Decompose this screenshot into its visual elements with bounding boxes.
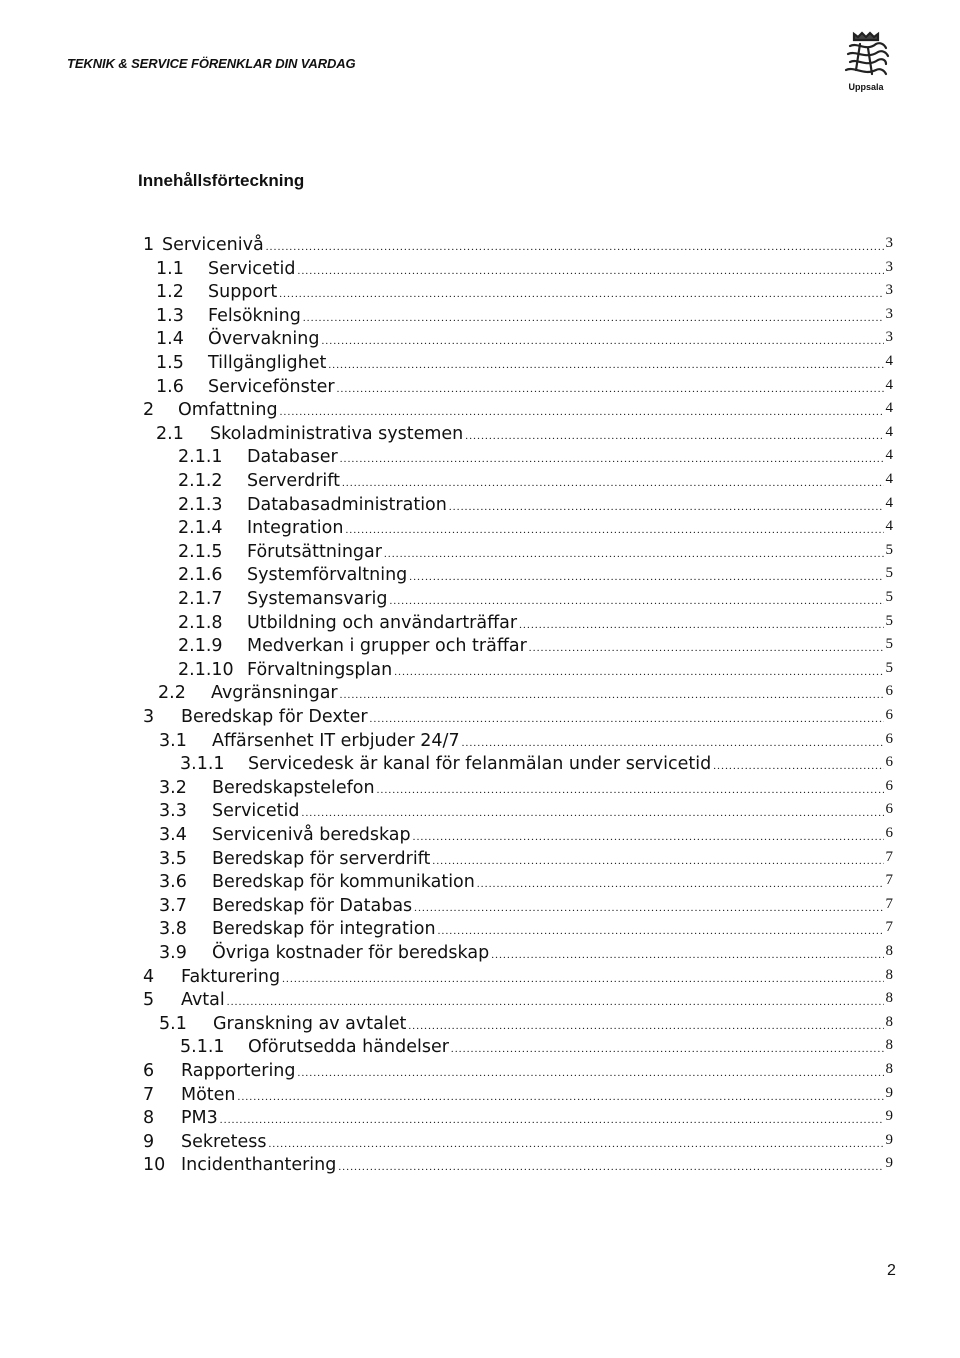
toc-entry[interactable] [156, 329, 893, 353]
toc-entry-label: Felsökning [208, 305, 301, 326]
toc-entry-page: 7 [885, 848, 893, 865]
toc-entry[interactable] [178, 542, 893, 566]
toc-dot-leader [268, 1138, 883, 1150]
toc-entry-page: 5 [885, 589, 893, 605]
toc-entry[interactable] [159, 778, 893, 802]
toc-dot-leader [298, 1067, 884, 1079]
toc-entry-page: 6 [885, 754, 893, 771]
toc-entry-page: 3 [885, 305, 893, 322]
toc-dot-leader [413, 831, 884, 843]
toc-entry-number: 2 [143, 400, 155, 421]
toc-entry-page: 4 [885, 353, 893, 369]
toc-entry-label: Support [208, 282, 278, 303]
toc-entry-page: 7 [885, 919, 893, 936]
toc-dot-leader [279, 288, 883, 300]
toc-entry-number: 3.8 [159, 919, 187, 940]
toc-entry-number: 3.3 [159, 801, 187, 822]
toc-entry-number: 5.1.1 [180, 1037, 225, 1058]
toc-entry[interactable] [178, 613, 893, 637]
toc-dot-leader [414, 902, 883, 914]
toc-title: Innehållsförteckning [138, 171, 305, 190]
toc-entry-label: Databaser [247, 447, 338, 468]
toc-entry-page: 4 [885, 471, 893, 487]
toc-entry-number: 1.1 [156, 258, 184, 279]
toc-entry[interactable] [143, 400, 893, 424]
toc-entry[interactable] [143, 1132, 893, 1156]
toc-entry[interactable] [178, 565, 893, 589]
toc-entry-label: Granskning av avtalet [213, 1013, 407, 1034]
toc-entry-number: 3.6 [159, 872, 187, 893]
toc-entry-page: 8 [885, 1037, 893, 1054]
toc-entry[interactable] [180, 1037, 893, 1061]
toc-dot-leader [342, 477, 884, 489]
toc-entry-number: 2.1.10 [178, 659, 234, 680]
toc-entry-label: Övervakning [208, 329, 320, 350]
toc-entry-number: 8 [143, 1108, 155, 1129]
toc-entry-label: Beredskap för Dexter [181, 707, 368, 727]
toc-entry-label: Serverdrift [247, 471, 340, 491]
toc-entry-label: Servicenivå [162, 235, 264, 255]
toc-entry[interactable] [178, 589, 893, 613]
toc-entry-label: Servicenivå beredskap [212, 825, 411, 845]
toc-entry-page: 6 [885, 801, 893, 818]
toc-entry-page: 9 [885, 1155, 893, 1172]
toc-entry[interactable] [143, 967, 893, 991]
toc-entry-number: 3.5 [159, 848, 187, 869]
toc-entry-page: 4 [885, 447, 893, 464]
toc-entry-label: Beredskap för kommunikation [212, 872, 475, 893]
toc-entry-label: Övriga kostnader för beredskap [212, 943, 490, 963]
toc-entry-number: 1.6 [156, 376, 184, 397]
toc-entry-number: 2.2 [158, 683, 186, 704]
toc-entry[interactable] [156, 306, 893, 330]
toc-entry[interactable] [178, 471, 893, 495]
toc-entry-page: 4 [885, 518, 893, 535]
toc-entry-page: 5 [885, 659, 893, 676]
toc-dot-leader [408, 1020, 883, 1032]
toc-dot-leader [227, 996, 884, 1008]
toc-entry-number: 4 [143, 966, 155, 987]
toc-entry-number: 3 [143, 707, 155, 727]
toc-entry[interactable] [178, 660, 893, 684]
toc-entry-label: Oförutsedda händelser [248, 1037, 449, 1058]
toc-dot-leader [298, 265, 884, 277]
uppsala-crest-icon [836, 30, 896, 96]
toc-entry-number: 2.1.2 [178, 471, 223, 491]
toc-entry-label: Medverkan i grupper och träffar [247, 636, 527, 657]
toc-entry[interactable] [143, 1108, 893, 1132]
toc-entry-page: 4 [885, 423, 893, 440]
toc-dot-leader [713, 760, 883, 772]
toc-entry[interactable] [159, 731, 893, 755]
toc-entry-number: 1.4 [156, 329, 184, 350]
toc-dot-leader [394, 666, 883, 678]
toc-entry-page: 3 [885, 258, 893, 275]
toc-entry-number: 2.1.8 [178, 612, 223, 633]
toc-entry-number: 2.1 [156, 423, 184, 444]
toc-entry-label: Servicefönster [208, 376, 335, 397]
toc-dot-leader [303, 312, 884, 324]
toc-entry[interactable] [159, 849, 893, 873]
toc-entry[interactable] [156, 377, 893, 401]
toc-entry[interactable] [178, 495, 893, 519]
toc-entry[interactable] [178, 518, 893, 542]
toc-dot-leader [302, 807, 884, 819]
toc-dot-leader [389, 595, 883, 607]
toc-entry-page: 4 [885, 400, 893, 417]
toc-entry-label: Affärsenhet IT erbjuder 24/7 [212, 730, 460, 751]
toc-entry-page: 9 [885, 1108, 893, 1125]
toc-entry-number: 1.2 [156, 282, 184, 303]
toc-dot-leader [266, 241, 884, 253]
toc-entry-label: Skoladministrativa systemen [210, 423, 464, 444]
toc-entry-page: 8 [885, 966, 893, 983]
toc-entry[interactable] [143, 1085, 893, 1109]
toc-entry-label: Tillgänglighet [208, 353, 327, 373]
toc-entry-page: 7 [885, 872, 893, 889]
toc-entry-label: Beredskap för serverdrift [212, 848, 431, 869]
toc-entry-page: 5 [885, 541, 893, 558]
toc-entry-label: Avgränsningar [211, 683, 338, 704]
toc-dot-leader [384, 548, 884, 560]
toc-entry-page: 6 [885, 683, 893, 700]
toc-entry-number: 2.1.7 [178, 589, 223, 609]
toc-entry[interactable] [159, 919, 893, 943]
toc-dot-leader [282, 973, 883, 985]
toc-entry[interactable] [159, 896, 893, 920]
toc-entry-label: Beredskapstelefon [212, 777, 375, 798]
toc-dot-leader [345, 524, 883, 536]
logo-wordmark: Uppsala [848, 82, 884, 92]
toc-entry[interactable] [143, 235, 893, 259]
toc-entry-page: 7 [885, 895, 893, 912]
toc-entry[interactable] [180, 754, 893, 778]
toc-entry[interactable] [178, 636, 893, 660]
toc-dot-leader [340, 689, 884, 701]
toc-entry-page: 4 [885, 494, 893, 511]
toc-entry-number: 3.7 [159, 895, 187, 916]
toc-dot-leader [238, 1091, 884, 1103]
toc-entry-number: 7 [143, 1084, 155, 1105]
toc-entry-number: 2.1.5 [178, 541, 223, 562]
toc-dot-leader [338, 1161, 883, 1173]
toc-entry-label: Rapportering [181, 1061, 296, 1081]
toc-entry[interactable] [156, 282, 893, 306]
toc-entry-label: Databasadministration [247, 494, 447, 515]
toc-dot-leader [328, 359, 883, 371]
toc-dot-leader [280, 406, 884, 418]
toc-entry-number: 2.1.9 [178, 636, 223, 657]
toc-dot-leader [477, 878, 884, 890]
toc-entry[interactable] [159, 825, 893, 849]
toc-entry-number: 1 [143, 235, 155, 255]
toc-entry-label: Fakturering [181, 966, 281, 987]
toc-entry-number: 2.1.3 [178, 494, 223, 515]
toc-dot-leader [340, 453, 884, 465]
toc-entry-page: 8 [885, 990, 893, 1007]
toc-entry-label: Servicedesk är kanal för felanmälan under servicetid [248, 754, 712, 775]
toc-entry[interactable] [156, 424, 893, 448]
toc-entry-label: Incidenthantering [181, 1155, 337, 1176]
toc-dot-leader [377, 784, 884, 796]
header-tagline: TEKNIK & SERVICE FÖRENKLAR DIN VARDAG [67, 56, 356, 71]
toc-entry-number: 1.5 [156, 353, 184, 373]
crest-graphic-icon [836, 30, 896, 82]
toc-entry-page: 3 [885, 329, 893, 346]
toc-entry-label: Möten [181, 1084, 236, 1105]
toc-entry-page: 6 [885, 707, 893, 723]
toc-entry-page: 6 [885, 730, 893, 747]
toc-entry-label: Omfattning [178, 400, 278, 421]
toc-entry-page: 5 [885, 612, 893, 629]
toc-entry-page: 8 [885, 943, 893, 959]
toc-entry-number: 3.1 [159, 730, 187, 751]
toc-entry-label: Systemansvarig [247, 589, 388, 609]
toc-dot-leader [451, 1043, 884, 1055]
toc-entry[interactable] [143, 990, 893, 1014]
toc-entry-page: 9 [885, 1084, 893, 1101]
toc-entry-number: 2.1.6 [178, 565, 223, 586]
toc-entry-number: 3.4 [159, 825, 187, 845]
page-number: 2 [887, 1262, 896, 1279]
toc-entry-label: Utbildning och användarträffar [247, 612, 518, 633]
toc-entry[interactable] [159, 1014, 893, 1038]
toc-entry-label: PM3 [181, 1108, 218, 1129]
toc-entry-page: 4 [885, 376, 893, 393]
toc-entry-page: 6 [885, 825, 893, 841]
toc-entry-page: 6 [885, 777, 893, 794]
toc-entry-number: 2.1.1 [178, 447, 223, 468]
toc-entry-number: 3.1.1 [180, 754, 225, 775]
toc-entry-page: 3 [885, 282, 893, 299]
toc-entry-label: Servicetid [212, 801, 300, 822]
toc-entry-label: Systemförvaltning [247, 565, 408, 586]
toc-dot-leader [529, 642, 884, 654]
toc-entry[interactable] [143, 1155, 893, 1179]
toc-entry-number: 2.1.4 [178, 518, 223, 539]
toc-entry[interactable] [159, 801, 893, 825]
toc-dot-leader [465, 430, 883, 442]
toc-entry-number: 3.2 [159, 777, 187, 798]
toc-dot-leader [220, 1114, 884, 1126]
toc-entry[interactable] [143, 707, 893, 731]
toc-entry-label: Servicetid [208, 258, 296, 279]
toc-entry-label: Avtal [181, 990, 225, 1011]
toc-entry-number: 9 [143, 1131, 155, 1152]
toc-dot-leader [449, 501, 884, 513]
toc-dot-leader [462, 737, 884, 749]
toc-entry-number: 5.1 [159, 1013, 187, 1034]
toc-dot-leader [438, 925, 884, 937]
toc-entry[interactable] [156, 353, 893, 377]
toc-dot-leader [321, 335, 883, 347]
toc-entry-label: Integration [247, 518, 344, 539]
toc-entry[interactable] [159, 872, 893, 896]
toc-entry[interactable] [156, 259, 893, 283]
toc-entry-number: 3.9 [159, 943, 187, 963]
toc-entry-label: Beredskap för Databas [212, 895, 413, 916]
toc-entry-page: 8 [885, 1013, 893, 1030]
toc-entry[interactable] [178, 447, 893, 471]
toc-dot-leader [519, 619, 883, 631]
toc-entry-page: 5 [885, 565, 893, 582]
toc-entry-number: 10 [143, 1155, 166, 1176]
toc-entry-label: Beredskap för integration [212, 919, 436, 940]
toc-entry-page: 3 [885, 235, 893, 251]
toc-entry[interactable] [158, 683, 893, 707]
toc-entry-page: 9 [885, 1131, 893, 1148]
toc-entry-number: 6 [143, 1061, 155, 1081]
toc-entry-number: 1.3 [156, 305, 184, 326]
toc-entry-page: 8 [885, 1061, 893, 1077]
toc-dot-leader [370, 713, 884, 725]
toc-dot-leader [409, 571, 883, 583]
toc-entry[interactable] [143, 1061, 893, 1085]
toc-entry-label: Förvaltningsplan [247, 659, 393, 680]
toc-entry-number: 5 [143, 990, 155, 1011]
toc-dot-leader [491, 949, 883, 961]
toc-dot-leader [432, 855, 883, 867]
toc-dot-leader [337, 383, 884, 395]
toc-entry-label: Sekretess [181, 1131, 267, 1152]
toc-entry-label: Förutsättningar [247, 541, 382, 562]
toc-entry[interactable] [159, 943, 893, 967]
toc-entry-page: 5 [885, 636, 893, 653]
